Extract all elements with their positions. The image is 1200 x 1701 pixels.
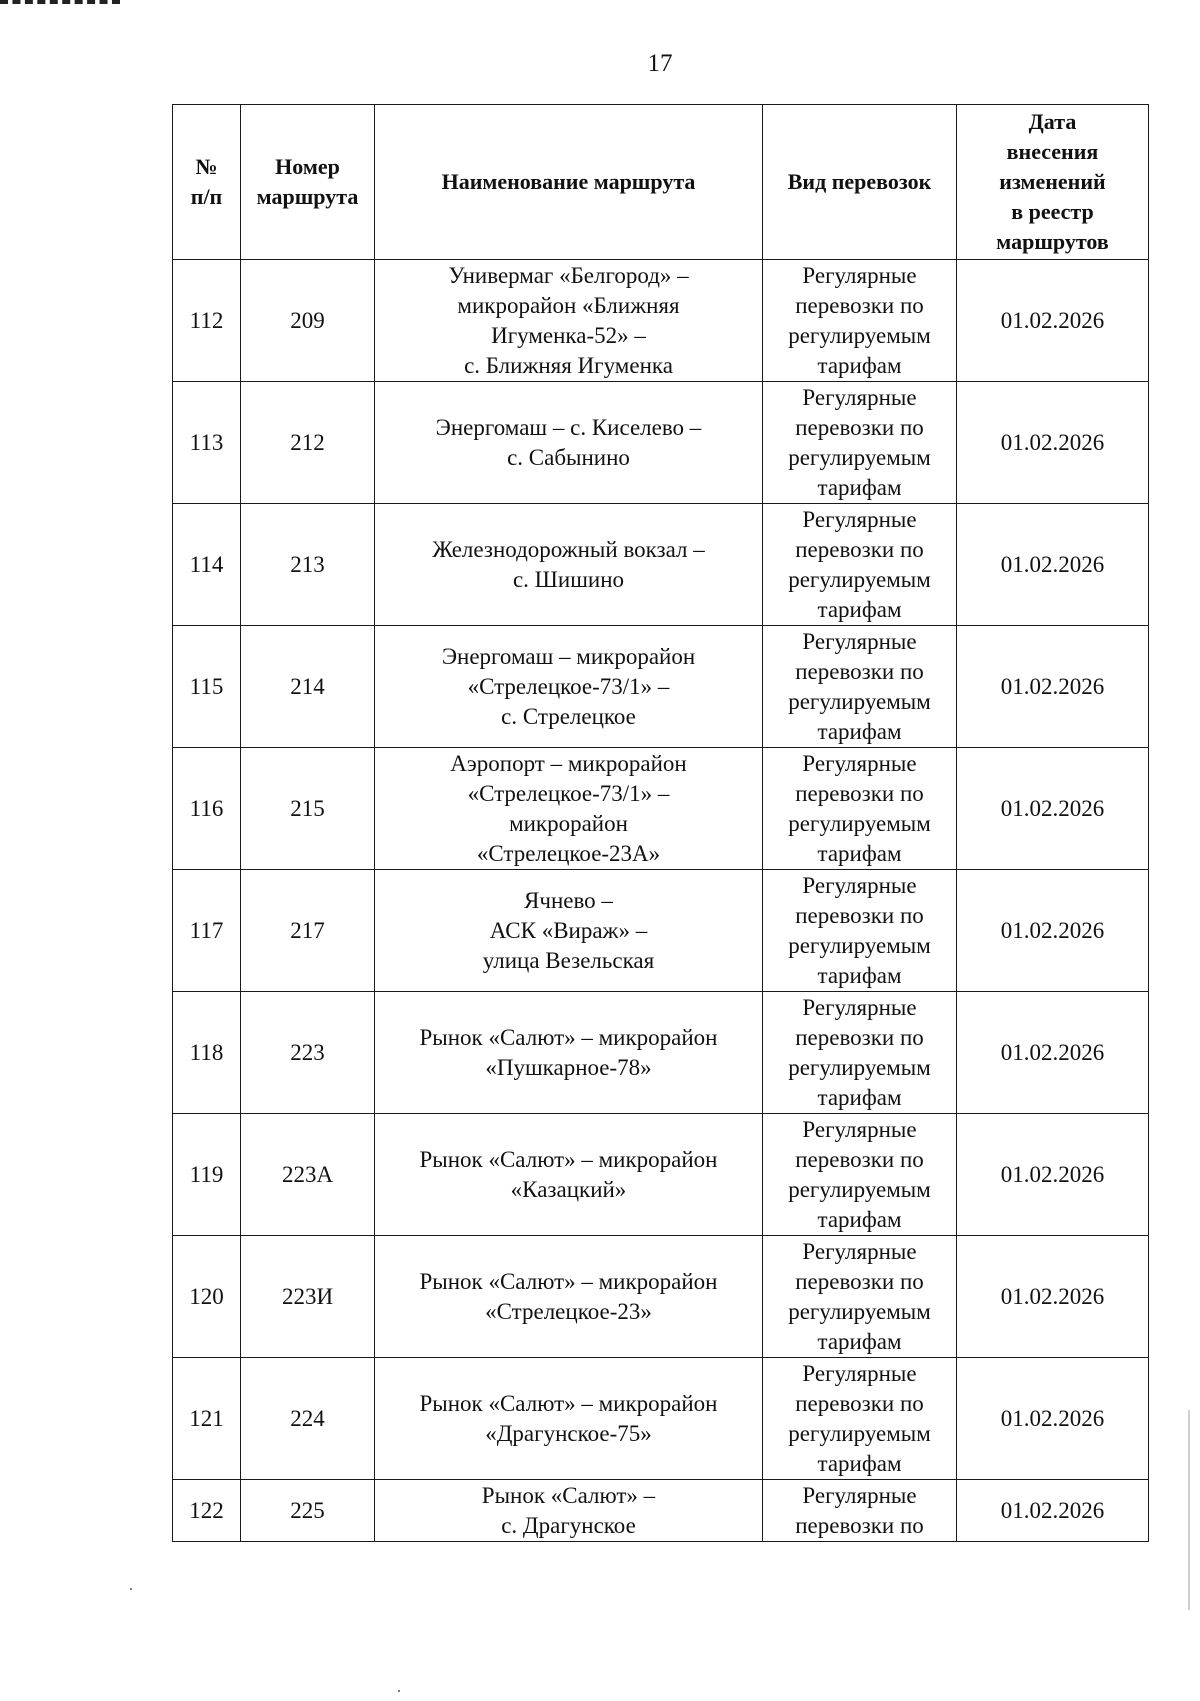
cell-index: 122: [173, 1480, 241, 1542]
cell-index: 115: [173, 626, 241, 748]
cell-route-number: 212: [241, 382, 375, 504]
cell-transport-type: Регулярные перевозки по регулируемым тарифам: [763, 1358, 957, 1480]
cell-change-date: 01.02.2026: [957, 1480, 1149, 1542]
cell-transport-type: Регулярные перевозки по регулируемым тарифам: [763, 260, 957, 382]
cell-route-number: 223: [241, 992, 375, 1114]
cell-route-name: Универмаг «Белгород» – микрорайон «Ближняя Игуменка-52» – с. Ближняя Игуменка: [375, 260, 763, 382]
table-row: [173, 992, 1149, 1114]
cell-index: 119: [173, 1114, 241, 1236]
cell-change-date: 01.02.2026: [957, 382, 1149, 504]
table-row: [173, 1236, 1149, 1358]
cell-change-date: 01.02.2026: [957, 260, 1149, 382]
cell-route-name: Рынок «Салют» – микрорайон «Стрелецкое-23»: [375, 1236, 763, 1358]
cell-route-number: 214: [241, 626, 375, 748]
cell-route-name: Ячнево – АСК «Вираж» – улица Везельская: [375, 870, 763, 992]
table-row: [173, 870, 1149, 992]
scan-speck: [130, 1588, 132, 1590]
cell-route-name: Рынок «Салют» – микрорайон «Пушкарное-78»: [375, 992, 763, 1114]
cell-transport-type: Регулярные перевозки по регулируемым тарифам: [763, 382, 957, 504]
page-number: 17: [647, 50, 673, 77]
header-route-name: Наименование маршрута: [375, 105, 763, 260]
cell-route-number: 225: [241, 1480, 375, 1542]
scan-artifact: [0, 0, 120, 9]
cell-route-number: 213: [241, 504, 375, 626]
cell-index: 114: [173, 504, 241, 626]
cell-route-number: 217: [241, 870, 375, 992]
cell-route-name: Рынок «Салют» – микрорайон «Казацкий»: [375, 1114, 763, 1236]
table-row: [173, 626, 1149, 748]
table-row: [173, 1114, 1149, 1236]
table-row: [173, 1358, 1149, 1480]
cell-index: 113: [173, 382, 241, 504]
cell-index: 112: [173, 260, 241, 382]
header-index: № п/п: [173, 105, 241, 260]
cell-route-number: 223И: [241, 1236, 375, 1358]
table-row: [173, 504, 1149, 626]
cell-change-date: 01.02.2026: [957, 1358, 1149, 1480]
cell-route-name: Аэропорт – микрорайон «Стрелецкое-73/1» – микрорайон «Стрелецкое-23А»: [375, 748, 763, 870]
cell-transport-type: Регулярные перевозки по регулируемым тарифам: [763, 870, 957, 992]
cell-index: 118: [173, 992, 241, 1114]
cell-index: 117: [173, 870, 241, 992]
cell-transport-type: Регулярные перевозки по регулируемым тарифам: [763, 1236, 957, 1358]
cell-route-number: 224: [241, 1358, 375, 1480]
table-row: [173, 1480, 1149, 1542]
cell-change-date: 01.02.2026: [957, 1236, 1149, 1358]
cell-index: 116: [173, 748, 241, 870]
table-row: [173, 748, 1149, 870]
cell-route-name: Рынок «Салют» – микрорайон «Драгунское-75»: [375, 1358, 763, 1480]
cell-route-name: Железнодорожный вокзал – с. Шишино: [375, 504, 763, 626]
cell-route-name: Энергомаш – микрорайон «Стрелецкое-73/1» – с. Стрелецкое: [375, 626, 763, 748]
cell-transport-type: Регулярные перевозки по: [763, 1480, 957, 1542]
cell-index: 120: [173, 1236, 241, 1358]
header-change-date: Дата внесения изменений в реестр маршрутов: [957, 105, 1149, 260]
cell-transport-type: Регулярные перевозки по регулируемым тарифам: [763, 748, 957, 870]
cell-transport-type: Регулярные перевозки по регулируемым тарифам: [763, 1114, 957, 1236]
cell-change-date: 01.02.2026: [957, 1114, 1149, 1236]
cell-transport-type: Регулярные перевозки по регулируемым тарифам: [763, 626, 957, 748]
cell-transport-type: Регулярные перевозки по регулируемым тарифам: [763, 504, 957, 626]
scan-speck: [398, 1690, 400, 1692]
cell-index: 121: [173, 1358, 241, 1480]
cell-route-number: 209: [241, 260, 375, 382]
scan-edge-artifact: [1188, 1410, 1200, 1610]
cell-change-date: 01.02.2026: [957, 992, 1149, 1114]
cell-route-name: Энергомаш – с. Киселево – с. Сабынино: [375, 382, 763, 504]
cell-change-date: 01.02.2026: [957, 626, 1149, 748]
table-row: [173, 260, 1149, 382]
cell-route-name: Рынок «Салют» – с. Драгунское: [375, 1480, 763, 1542]
table-header-row: [173, 105, 1149, 260]
cell-route-number: 215: [241, 748, 375, 870]
table-row: [173, 382, 1149, 504]
cell-transport-type: Регулярные перевозки по регулируемым тарифам: [763, 992, 957, 1114]
routes-table: [172, 104, 1149, 1542]
header-route-number: Номер маршрута: [241, 105, 375, 260]
cell-change-date: 01.02.2026: [957, 748, 1149, 870]
cell-change-date: 01.02.2026: [957, 504, 1149, 626]
cell-route-number: 223А: [241, 1114, 375, 1236]
header-transport-type: Вид перевозок: [763, 105, 957, 260]
cell-change-date: 01.02.2026: [957, 870, 1149, 992]
